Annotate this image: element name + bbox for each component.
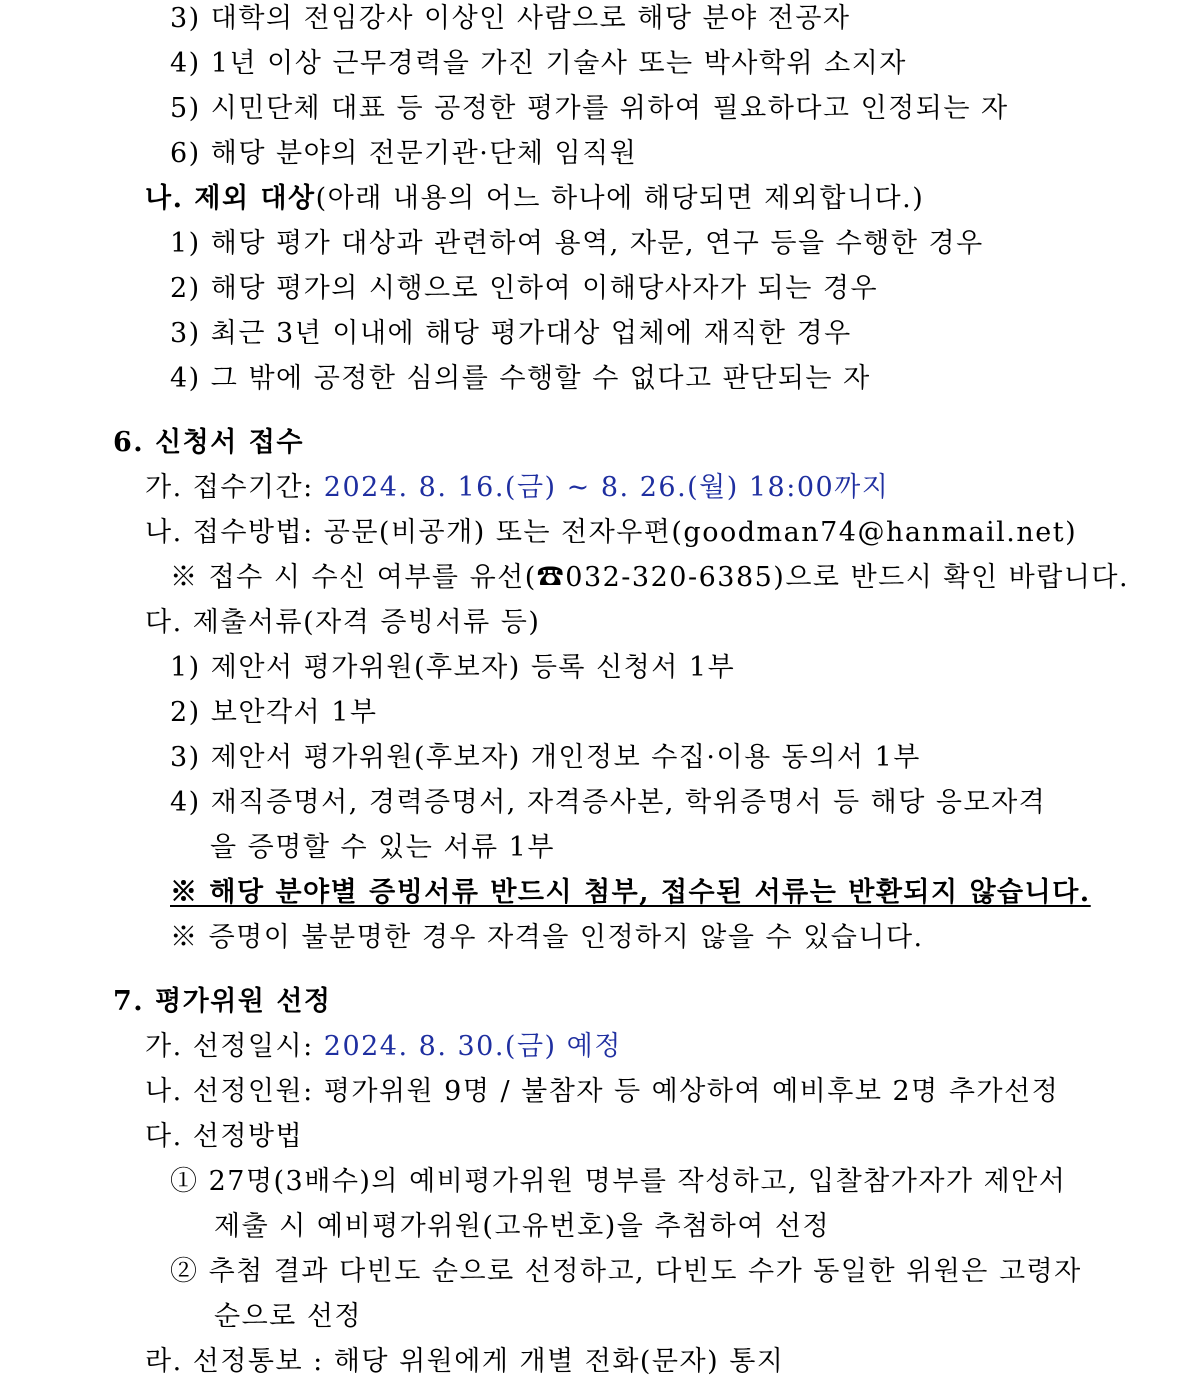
selection-method-1: ① 27명(3배수)의 예비평가위원 명부를 작성하고, 입찰참가자가 제안서 (170, 1166, 1067, 1197)
selection-date-label: 가. 선정일시: (145, 1031, 324, 1062)
submission-doc-4: 4) 재직증명서, 경력증명서, 자격증사본, 학위증명서 등 해당 응모자격 (170, 787, 1047, 818)
exclusion-item-3: 3) 최근 3년 이내에 해당 평가대상 업체에 재직한 경우 (170, 318, 852, 349)
selection-method-2: ② 추첨 결과 다빈도 순으로 선정하고, 다빈도 수가 동일한 위원은 고령자 (170, 1256, 1082, 1287)
selection-count: 나. 선정인원: 평가위원 9명 / 불참자 등 예상하여 예비후보 2명 추가선정 (145, 1076, 1060, 1107)
selection-method-2-cont: 순으로 선정 (214, 1301, 362, 1332)
exclusion-item-2: 2) 해당 평가의 시행으로 인하여 이해당사자가 되는 경우 (170, 273, 879, 304)
submission-doc-3: 3) 제안서 평가위원(후보자) 개인정보 수집·이용 동의서 1부 (170, 742, 921, 773)
selection-method-1-cont: 제출 시 예비평가위원(고유번호)을 추첨하여 선정 (214, 1211, 831, 1242)
selection-date-value: 2024. 8. 30.(금) 예정 (323, 1031, 622, 1062)
submission-unclear-note: ※ 증명이 불분명한 경우 자격을 인정하지 않을 수 있습니다. (170, 922, 924, 953)
application-period (145, 471, 889, 505)
selection-date (145, 1030, 622, 1064)
selection-method-heading: 다. 선정방법 (145, 1121, 304, 1152)
selection-notice: 라. 선정통보 : 해당 위원에게 개별 전화(문자) 통지 (145, 1346, 785, 1377)
submission-doc-1: 1) 제안서 평가위원(후보자) 등록 신청서 1부 (170, 652, 736, 683)
qualification-item-3: 3) 대학의 전임강사 이상인 사람으로 해당 분야 전공자 (170, 3, 851, 34)
submission-docs-heading: 다. 제출서류(자격 증빙서류 등) (145, 607, 541, 638)
qualification-item-4: 4) 1년 이상 근무경력을 가진 기술사 또는 박사학위 소지자 (170, 48, 907, 79)
exclusion-item-1: 1) 해당 평가 대상과 관련하여 용역, 자문, 연구 등을 수행한 경우 (170, 228, 984, 259)
submission-doc-4-cont: 을 증명할 수 있는 서류 1부 (210, 832, 555, 863)
exclusion-item-4: 4) 그 밖에 공정한 심의를 수행할 수 없다고 판단되는 자 (170, 363, 871, 394)
application-phone-note: ※ 접수 시 수신 여부를 유선(☎032-320-6385)으로 반드시 확인 바랍니다. (170, 562, 1130, 593)
section-7-heading: 7. 평가위원 선정 (113, 986, 332, 1017)
application-period-label: 가. 접수기간: (145, 472, 324, 503)
section-6-heading: 6. 신청서 접수 (113, 427, 304, 458)
application-method: 나. 접수방법: 공문(비공개) 또는 전자우편(goodman74@hanmail.net) (145, 517, 1078, 548)
exclusion-heading-note: (아래 내용의 어느 하나에 해당되면 제외합니다.) (315, 183, 925, 214)
application-period-value: 2024. 8. 16.(금) ~ 8. 26.(월) 18:00까지 (323, 472, 890, 503)
qualification-item-5: 5) 시민단체 대표 등 공정한 평가를 위하여 필요하다고 인정되는 자 (170, 93, 1009, 124)
exclusion-heading (145, 182, 924, 216)
submission-warning-note: ※ 해당 분야별 증빙서류 반드시 첨부, 접수된 서류는 반환되지 않습니다. (170, 877, 1091, 908)
qualification-item-6: 6) 해당 분야의 전문기관·단체 임직원 (170, 138, 638, 169)
exclusion-heading-label: 나. 제외 대상 (145, 183, 316, 214)
submission-doc-2: 2) 보안각서 1부 (170, 697, 378, 728)
